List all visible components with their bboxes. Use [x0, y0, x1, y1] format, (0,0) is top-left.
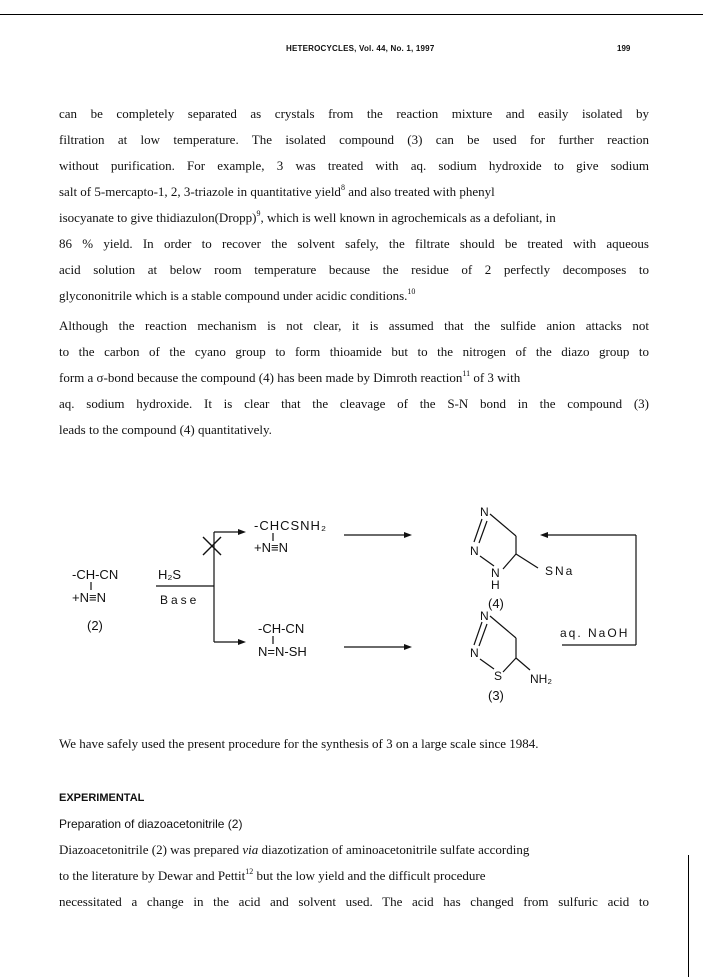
triazole-bond [490, 514, 516, 536]
italic-term: via [242, 842, 259, 857]
text-span: glycononitrile which is a stable compound under acidic conditions. [59, 288, 408, 303]
thiadiazole-bond [490, 616, 516, 638]
text-span: salt of 5-mercapto-1, 2, 3-triazole in quantitative yield [59, 184, 341, 199]
reference-marker: 10 [407, 286, 416, 296]
lower-line-2: N=N-SH [258, 644, 307, 659]
triazole-bond [516, 554, 538, 568]
upper-line-2: +N≡N [254, 540, 288, 555]
naoh-label: aq. NaOH [560, 626, 630, 640]
triazole-h: H [491, 578, 500, 592]
triazole-substituent: SNa [545, 564, 575, 578]
start-line-2: +N≡N [72, 590, 106, 605]
text-span: Diazoacetonitrile (2) was prepared [59, 842, 240, 857]
text-line: 86 % yield. In order to recover the solvent safely, the filtrate should be treated with aqueous [59, 236, 649, 251]
thiadiazole-bond [516, 658, 530, 670]
triazole-bond [480, 556, 494, 566]
reaction-scheme [0, 470, 703, 710]
triazole-n-bottom: N [491, 566, 500, 580]
thiadiazole-n-top: N [480, 609, 489, 623]
running-header [0, 44, 703, 58]
text-line: aq. sodium hydroxide. It is clear that the cleavage of the S-N bond in the compound (3) [59, 396, 649, 411]
text-line [59, 868, 649, 884]
reagent-h2s: H₂S [158, 567, 182, 582]
branch-upper-arrowhead [238, 529, 246, 535]
text-line: can be completely separated as crystals from the reaction mixture and easily isolated by [59, 106, 649, 121]
text-line: Although the reaction mechanism is not clear, it is assumed that the sulfide anion attacks not [59, 318, 649, 333]
text-span: and also treated with phenyl [348, 184, 495, 199]
subheading: Preparation of diazoacetonitrile (2) [59, 817, 243, 831]
text-line: necessitated a change in the acid and solvent used. The acid has changed from sulfuric acid to [59, 894, 649, 909]
thiadiazole-substituent: NH₂ [530, 672, 552, 686]
triazole-bond [503, 554, 516, 569]
text-span: isocyanate to give thidiazulon(Dropp) [59, 210, 257, 225]
text-line: We have safely used the present procedure for the synthesis of 3 on a large scale since 1984. [59, 736, 539, 751]
text-line [59, 210, 649, 226]
branch-lower-arrowhead [238, 639, 246, 645]
lower-line-1: -CH-CN [258, 621, 305, 636]
text-line [59, 184, 649, 200]
text-line [59, 288, 649, 304]
text-span: , which is well known in agrochemicals as a defoliant, in [260, 210, 556, 225]
triazole-structure [470, 505, 574, 611]
text-span: to the literature by Dewar and Pettit [59, 868, 246, 883]
reference-marker: 12 [245, 866, 254, 876]
upper-arrowhead [404, 532, 412, 538]
reagent-base: Base [160, 593, 200, 607]
reference-marker: 9 [256, 208, 261, 218]
reference-marker: 8 [340, 182, 345, 192]
naoh-arrowhead [540, 532, 548, 538]
start-line-1: -CH-CN [72, 567, 119, 582]
triazole-label: (4) [488, 596, 504, 611]
lower-arrowhead [404, 644, 412, 650]
margin-rule [688, 855, 689, 977]
thiadiazole-n-left: N [470, 646, 479, 660]
top-rule [0, 14, 703, 15]
text-span: diazotization of aminoacetonitrile sulfate according [261, 842, 530, 857]
upper-line-1: -CHCSNH₂ [254, 518, 327, 533]
text-line: without purification. For example, 3 was treated with aq. sodium hydroxide to give sodium [59, 158, 649, 173]
text-line: leads to the compound (4) quantitatively. [59, 422, 272, 437]
thiadiazole-structure [470, 609, 552, 703]
text-span: form a σ-bond because the compound (4) has been made by Dimroth reaction [59, 370, 463, 385]
page-number: 199 [617, 44, 631, 53]
text-line: filtration at low temperature. The isolated compound (3) can be used for further reaction [59, 132, 649, 147]
thiadiazole-bond [480, 659, 494, 669]
text-line: to the carbon of the cyano group to form thioamide but to the nitrogen of the diazo group to [59, 344, 649, 359]
text-span: of 3 with [473, 370, 521, 385]
journal-citation: HETEROCYCLES, Vol. 44, No. 1, 1997 [286, 44, 435, 53]
thiadiazole-label: (3) [488, 688, 504, 703]
reference-marker: 11 [462, 368, 471, 378]
start-label: (2) [87, 618, 103, 633]
text-line [59, 370, 649, 386]
thiadiazole-s: S [494, 669, 503, 683]
text-line: acid solution at below room temperature because the residue of 2 perfectly decomposes to [59, 262, 649, 277]
text-line [59, 842, 649, 858]
section-heading: EXPERIMENTAL [59, 792, 145, 804]
text-span: but the low yield and the difficult procedure [256, 868, 486, 883]
triazole-n-top: N [480, 505, 489, 519]
thiadiazole-bond [503, 658, 516, 672]
triazole-n-left: N [470, 544, 479, 558]
